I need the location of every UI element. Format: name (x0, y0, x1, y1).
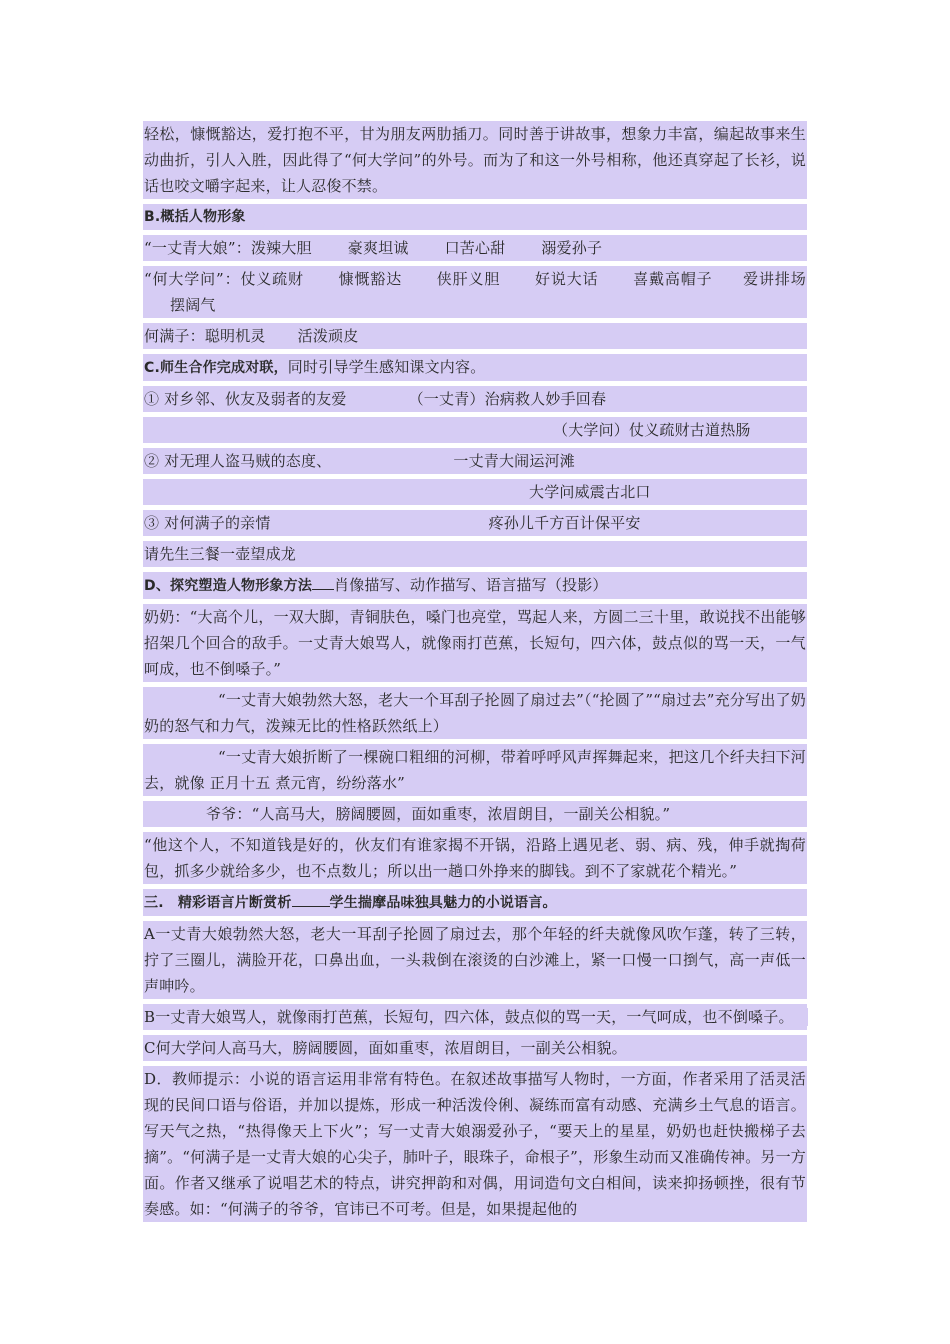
trait: 摆阔气 (170, 296, 216, 314)
grandpa-description: “他这个人，不知道钱是好的，伙友们有谁家揭不开锅，沿路上遇见老、弱、病、残，伸手就掏荷包，抓多少就给多少，也不点数儿；所以出一趟口外挣来的脚钱。到不了家就花个精光。” (143, 832, 807, 884)
trait: 喜戴高帽子 (632, 270, 713, 288)
couplet-topic: ① 对乡邻、伙友及弱者的友爱 (144, 390, 347, 408)
couplet-topic: ② 对无理人盗马贼的态度、 (144, 452, 332, 470)
couplet-1-line-2: （大学问）仗义疏财古道热肠 (143, 417, 807, 443)
grandma-action-2: “一丈青大娘折断了一棵碗口粗细的河柳，带着呼呼风声挥舞起来，把这几个纤夫扫下河去，就像 正月十五 煮元宵，纷纷落水” (143, 744, 807, 796)
paragraph-intro: 轻松，慷慨豁达，爱打抱不平，甘为朋友两肋插刀。同时善于讲故事，想象力丰富，编起故事来生动曲折，引人入胜，因此得了“何大学问”的外号。而为了和这一外号相称，他还真穿起了长衫，说话也咬文嚼字起来，让人忍俊不禁。 (143, 121, 807, 199)
couplet-text: （一丈青）治病救人妙手回春 (408, 390, 607, 408)
document-body (143, 121, 807, 1227)
excerpt-c: C何大学问人高马大，膀阔腰圆，面如重枣，浓眉朗目，一副关公相貌。 (143, 1035, 807, 1061)
heading-c (143, 354, 807, 381)
traits-grandpa (143, 266, 807, 318)
couplet-2-line-2: 大学问威震古北口 (143, 479, 807, 505)
trait: 侠肝义胆 (436, 270, 501, 288)
couplet-3-line-2: 请先生三餐一壶望成龙 (143, 541, 807, 567)
couplet-1-line-1 (143, 386, 807, 412)
couplet-text: 疼孙儿千方百计保平安 (488, 514, 641, 532)
trait: 慷慨豁达 (337, 270, 403, 288)
trait: 好说大话 (534, 270, 599, 288)
heading-b: B.概括人物形象 (143, 204, 807, 230)
grandma-portrait: 奶奶：“大高个儿，一双大脚，青铜肤色，嗓门也亮堂，骂起人来，方圆二三十里，敢说找不出能够招架几个回合的敌手。一丈青大娘骂人，就像雨打芭蕉，长短句，四六体，鼓点似的骂一天，一气呵成，也不倒嗓子。” (143, 604, 807, 682)
fill-blank (292, 890, 330, 907)
fill-blank (312, 573, 334, 590)
trait-name: “何大学问”： (144, 270, 241, 288)
couplet-topic: ③ 对何满子的亲情 (144, 514, 271, 532)
couplet-2-line-1 (143, 448, 807, 474)
heading-d-label: D、探究塑造人物形象方法 (144, 578, 313, 594)
trait: 爱讲排场 (742, 270, 806, 288)
trait: 泼辣大胆 (250, 239, 312, 257)
heading-c-label: C.师生合作完成对联， (144, 360, 288, 376)
excerpt-b-end: 。 (778, 1008, 807, 1026)
trait: 溺爱孙子 (541, 239, 603, 257)
excerpt-d (143, 1066, 807, 1222)
grandpa-portrait: 爷爷：“人高马大，膀阔腰圆，面如重枣，浓眉朗目，一副关公相貌。” (143, 801, 807, 827)
couplet-3-line-1 (143, 510, 807, 536)
grandma-action-1: “一丈青大娘勃然大怒，老大一个耳刮子抡圆了扇过去”（“抡圆了”“扇过去”充分写出了奶奶的怒气和力气，泼辣无比的性格跃然纸上） (143, 687, 807, 739)
excerpt-a: A一丈青大娘勃然大怒，老大一耳刮子抡圆了扇过去，那个年轻的纤夫就像风吹乍蓬，转了三转，拧了三圈儿，满脸开花，口鼻出血，一头栽倒在滚烫的白沙滩上，紧一口慢一口捯气，高一声低一声呻吟。 (143, 921, 807, 999)
trait: 仗义疏财 (240, 270, 304, 288)
trait: 豪爽坦诚 (347, 239, 409, 257)
heading-3-text: 学生揣摩品味独具魅力的小说语言。 (329, 895, 557, 911)
heading-d (143, 572, 807, 599)
trait-name: 何满子： (144, 327, 205, 345)
heading-c-text: 同时引导学生感知课文内容。 (287, 358, 486, 376)
traits-grandma (143, 235, 807, 261)
traits-manzi (143, 323, 807, 349)
excerpt-b (143, 1004, 807, 1030)
excerpt-d-label: D． (144, 1070, 172, 1088)
excerpt-b-text: B一丈青大娘骂人，就像雨打芭蕉，长短句，四六体，鼓点似的骂一天，一气呵成，也不倒嗓子 (144, 1008, 779, 1026)
trait-name: “一丈青大娘”： (144, 239, 251, 257)
heading-d-text: 肖像描写、动作描写、语言描写（投影） (334, 576, 608, 594)
trait: 口苦心甜 (444, 239, 506, 257)
couplet-text: 一丈青大闹运河滩 (453, 452, 575, 470)
heading-3-label: 三. 精彩语言片断赏析 (144, 895, 292, 911)
trait: 聪明机灵 (204, 327, 266, 345)
trait: 活泼顽皮 (297, 327, 359, 345)
heading-3 (143, 889, 807, 916)
excerpt-d-text: 教师提示：小说的语言运用非常有特色。在叙述故事描写人物时，一方面，作者采用了活灵活现的民间口语与俗语，并加以提炼，形成一种活泼伶俐、凝练而富有动感、充满乡土气息的语言。写天气之热，“热得像天上下火”；写一丈青大娘溺爱孙子，“要天上的星星，奶奶也赶快搬梯子去摘”。“何满子是一丈青大娘的心尖子，肺叶子，眼珠子，命根子”，形象生动而又准确传神。另一方面。作者又继承了说唱艺术的特点，讲究押韵和对偶，用词造句文白相间，读来抑扬顿挫，很有节奏感。如：“何满子的爷爷，官讳已不可考。但是，如果提起他的 (144, 1070, 807, 1218)
